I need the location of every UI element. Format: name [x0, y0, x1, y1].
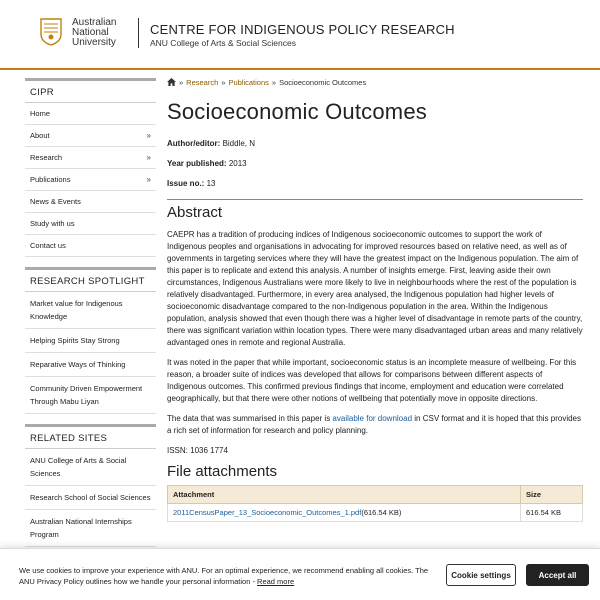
- breadcrumb-separator: »: [221, 78, 226, 87]
- issue-label: Issue no.:: [167, 179, 205, 188]
- cookie-banner: [0, 548, 600, 600]
- header-divider: [138, 18, 139, 48]
- size-cell: 616.54 KB: [521, 504, 583, 522]
- issue-meta: [167, 179, 583, 189]
- sidebar-title-spotlight: RESEARCH SPOTLIGHT: [25, 267, 156, 292]
- sidebar-item-home[interactable]: [25, 103, 156, 125]
- cookie-text: [19, 565, 429, 587]
- logo-wordmark: [72, 18, 116, 48]
- site-title[interactable]: CENTRE FOR INDIGENOUS POLICY RESEARCH: [150, 22, 455, 37]
- sidebar-item-label: News & Events: [30, 197, 81, 206]
- column-header-attachment: Attachment: [168, 486, 521, 504]
- sidebar-item-label: Home: [30, 109, 51, 118]
- chevron-right-icon[interactable]: »: [146, 153, 151, 162]
- issue-value: 13: [206, 179, 216, 188]
- sidebar-gap: [25, 414, 156, 424]
- site-header: [0, 0, 600, 70]
- sidebar-item-study[interactable]: [25, 213, 156, 235]
- related-site-item[interactable]: ANU College of Arts & Social Sciences: [25, 449, 156, 486]
- breadcrumb-separator: »: [179, 78, 184, 87]
- anu-logo[interactable]: [40, 18, 124, 50]
- chevron-right-icon[interactable]: »: [146, 175, 151, 184]
- column-header-size: Size: [521, 486, 583, 504]
- sidebar-item-label: Study with us: [30, 219, 75, 228]
- anu-crest-icon: [40, 18, 62, 46]
- spotlight-item[interactable]: Reparative Ways of Thinking: [25, 353, 156, 377]
- abstract-paragraph-1: CAEPR has a tradition of producing indices of Indigenous socioeconomic outcomes to support the work of Indigenous peoples and organisations in advocating for improved resources based on relative need, as well as of governments in targeting services where they will have the greatest impact on the Indigenous population. The aim of this paper is to replicate and extend this analysis. A number of insights emerge. First, leaving aside their own circumstances, Indigenous Australians were more likely to live in neighbourhoods where the rest of the population is relatively disadvantaged. Furthermore, in every area analysed, the Indigenous population had higher levels of socioeconomic disadvantage compared to the non-Indigenous population in the area. Within the Indigenous population, analysis showed that even though there was a higher level of disadvantage in remote parts of the country, there was significant variation within location types. There were many disadvantaged urban areas and many relatively advantaged ones in remote and regional Australia.: [167, 230, 583, 347]
- cookie-message: We use cookies to improve your experience with ANU. For an optimal experience, we recommend enabling all cookies. The ANU Privacy Policy outlines how we handle your personal information -: [19, 566, 429, 586]
- sidebar-item-news-events[interactable]: [25, 191, 156, 213]
- paragraph-text: The data that was summarised in this paper is: [167, 414, 333, 423]
- table-row: [168, 504, 583, 522]
- sidebar-item-label: Contact us: [30, 241, 66, 250]
- logo-line-1: Australian: [72, 17, 117, 28]
- year-value: 2013: [228, 159, 247, 168]
- author-meta: [167, 139, 583, 149]
- sidebar-gap: [25, 257, 156, 267]
- accept-all-button[interactable]: Accept all: [526, 564, 589, 586]
- attachments-table: [167, 485, 583, 522]
- spotlight-item[interactable]: Helping Spirits Stay Strong: [25, 329, 156, 353]
- sidebar-item-publications[interactable]: [25, 169, 156, 191]
- home-icon[interactable]: [167, 78, 176, 86]
- related-site-item[interactable]: Research School of Social Sciences: [25, 486, 156, 510]
- sidebar-title-related: RELATED SITES: [25, 424, 156, 449]
- attachment-link[interactable]: 2011CensusPaper_13_Socioeconomic_Outcomes_1.pdf: [173, 508, 362, 517]
- cookie-settings-button[interactable]: Cookie settings: [446, 564, 516, 586]
- author-label: Author/editor:: [167, 139, 221, 148]
- sidebar-item-label: About: [30, 131, 50, 140]
- logo-line-2: National: [72, 27, 109, 38]
- chevron-right-icon[interactable]: »: [146, 131, 151, 140]
- download-link[interactable]: available for download: [332, 414, 413, 423]
- logo-line-3: University: [72, 37, 116, 48]
- paragraph-text: in CSV format and it is hoped that this provides a rich set of information for research and policy planning.: [167, 414, 582, 435]
- related-site-item[interactable]: Australian National Internships Program: [25, 510, 156, 547]
- page-title: Socioeconomic Outcomes: [167, 99, 427, 124]
- sidebar: [25, 78, 156, 547]
- read-more-link[interactable]: Read more: [257, 577, 295, 586]
- site-subtitle[interactable]: ANU College of Arts & Social Sciences: [150, 38, 296, 48]
- sidebar-item-label: Publications: [30, 175, 71, 184]
- abstract-paragraph-3: [167, 413, 583, 437]
- breadcrumb: [167, 78, 583, 90]
- attachment-cell: [168, 504, 521, 522]
- table-header-row: [168, 486, 583, 504]
- attachments-heading: File attachments: [167, 463, 278, 480]
- breadcrumb-current: Socioeconomic Outcomes: [279, 78, 367, 87]
- spotlight-item[interactable]: Market value for Indigenous Knowledge: [25, 292, 156, 329]
- sidebar-item-about[interactable]: [25, 125, 156, 147]
- sidebar-item-contact[interactable]: [25, 235, 156, 257]
- sidebar-item-label: Research: [30, 153, 63, 162]
- abstract-heading: Abstract: [167, 204, 223, 221]
- breadcrumb-separator: »: [271, 78, 277, 87]
- sidebar-item-research[interactable]: [25, 147, 156, 169]
- breadcrumb-publications[interactable]: Publications: [228, 78, 269, 87]
- breadcrumb-research[interactable]: Research: [186, 78, 219, 87]
- abstract-paragraph-2: It was noted in the paper that while important, socioeconomic status is an incomplete measure of wellbeing. For this reason, a broader suite of indices was developed that allows for comparisons between different aspects of Indigenous outcomes. This confirmed previous findings that income, employment and education were correlated geographically, but that there were other notions of wellbeing that potentially move in opposite directions.: [167, 358, 577, 403]
- main-content: [167, 78, 583, 522]
- year-meta: [167, 159, 583, 169]
- spotlight-item[interactable]: Community Driven Empowerment Through Mabu Liyan: [25, 377, 156, 414]
- sidebar-title-cipr: CIPR: [25, 78, 156, 103]
- divider: [167, 199, 583, 200]
- author-value: Biddle, N: [222, 139, 256, 148]
- year-label: Year published:: [167, 159, 227, 168]
- attachment-inline-size: (616.54 KB): [361, 508, 402, 517]
- issn: ISSN: 1036 1774: [167, 446, 228, 455]
